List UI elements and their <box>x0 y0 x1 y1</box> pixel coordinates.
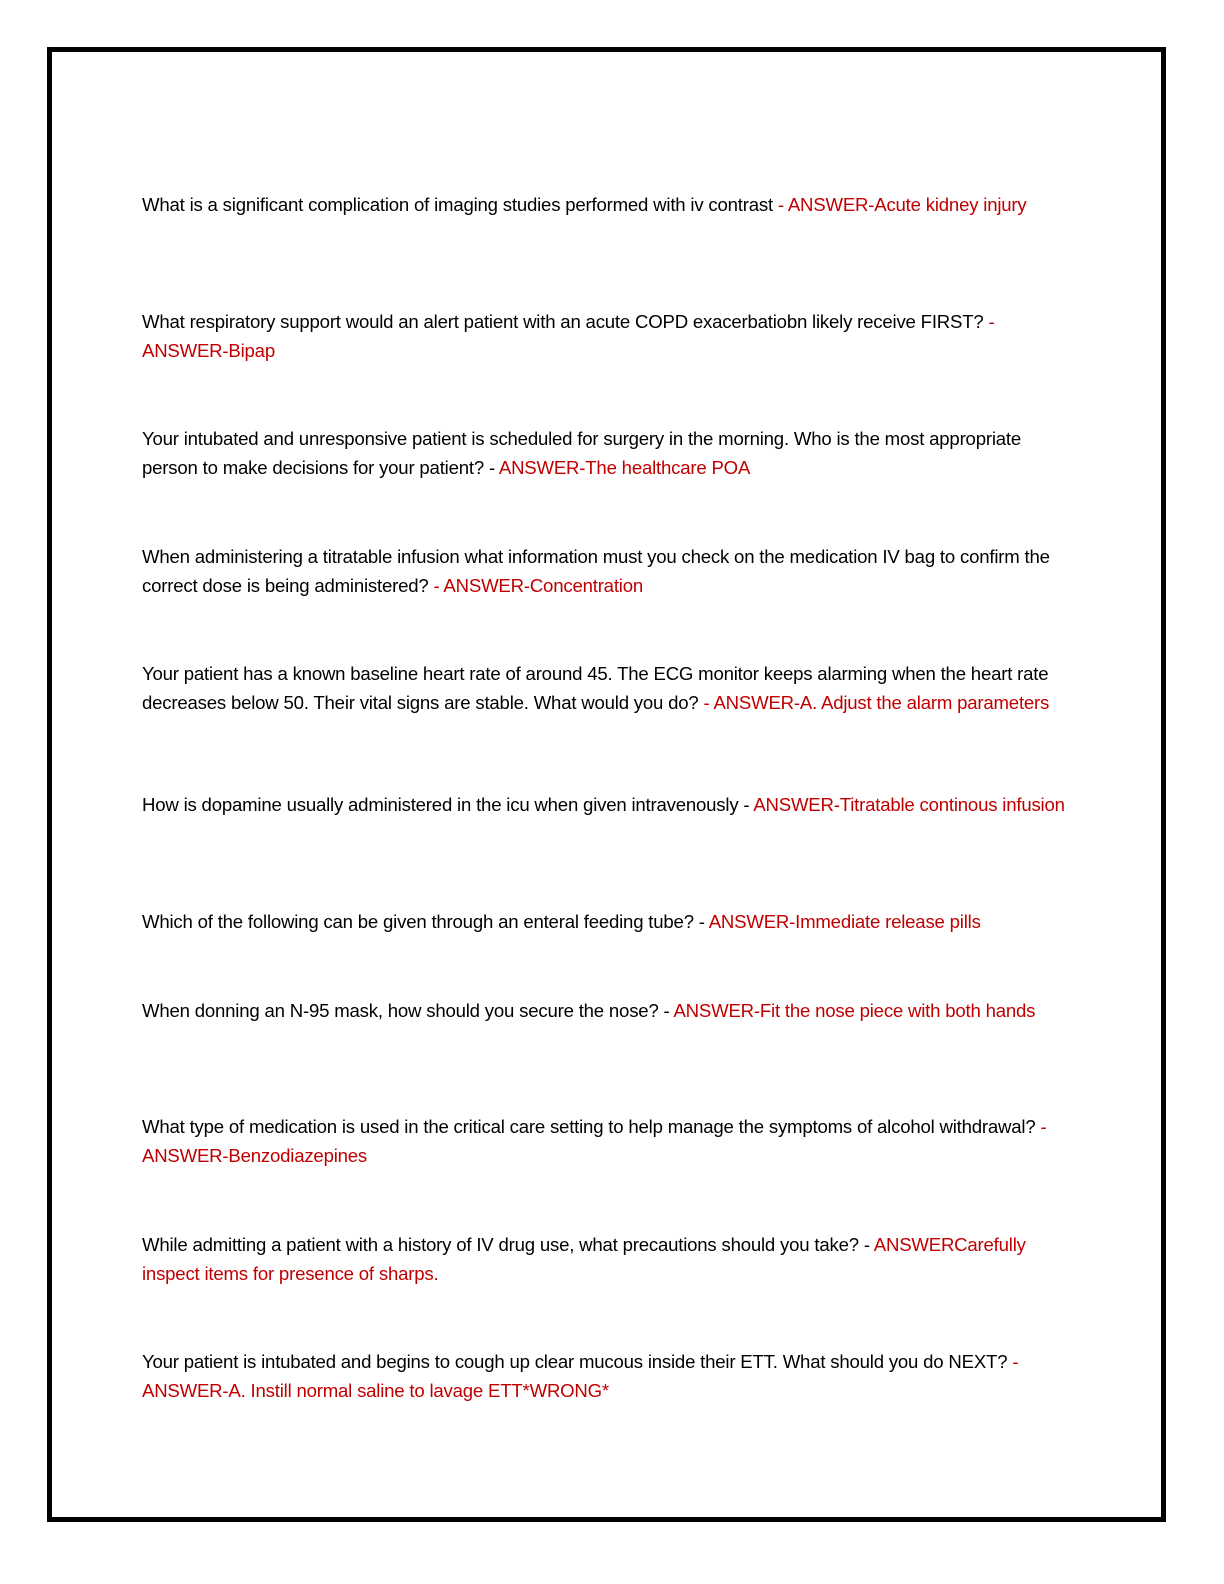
qa-item <box>142 1230 1077 1288</box>
qa-item <box>142 190 1077 219</box>
answer-text: ANSWER-Fit the nose piece with both hands <box>673 1000 1036 1021</box>
answer-text: - ANSWER-A. Adjust the alarm parameters <box>703 692 1050 713</box>
qa-item <box>142 424 1077 482</box>
question-text: When administering a titratable infusion what information must you check on the medication IV bag to confirm the correct dose is being administered? <box>142 546 1050 596</box>
answer-text: ANSWER-The healthcare POA <box>498 457 751 478</box>
answer-text: - ANSWER-Bipap <box>142 311 995 361</box>
qa-item <box>142 1112 1077 1170</box>
page-border <box>47 47 1166 1522</box>
qa-item <box>142 996 1077 1025</box>
qa-item <box>142 659 1077 717</box>
question-text: What is a significant complication of imaging studies performed with iv contrast <box>142 194 778 215</box>
question-text: What type of medication is used in the critical care setting to help manage the symptoms of alcohol withdrawal? <box>142 1116 1041 1137</box>
qa-item <box>142 790 1077 819</box>
question-text: When donning an N-95 mask, how should you secure the nose? - <box>142 1000 674 1021</box>
qa-item <box>142 1347 1077 1405</box>
qa-item <box>142 907 1077 936</box>
question-text: Your intubated and unresponsive patient is scheduled for surgery in the morning. Who is the most appropriate person to make decisions for your patient? - <box>142 428 1022 478</box>
answer-text: ANSWER-Titratable continous infusion <box>753 794 1065 815</box>
question-text: Your patient is intubated and begins to cough up clear mucous inside their ETT. What should you do NEXT? <box>142 1351 1013 1372</box>
qa-item <box>142 542 1077 600</box>
question-text: How is dopamine usually administered in the icu when given intravenously - <box>142 794 754 815</box>
answer-text: - ANSWER-Benzodiazepines <box>142 1116 1047 1166</box>
answer-text: ANSWERCarefully inspect items for presence of sharps. <box>142 1234 1026 1284</box>
answer-text: - ANSWER-Acute kidney injury <box>777 194 1027 215</box>
answer-text: - ANSWER-Concentration <box>433 575 644 596</box>
question-text: While admitting a patient with a history of IV drug use, what precautions should you take? - <box>142 1234 874 1255</box>
qa-item <box>142 307 1077 365</box>
question-text: What respiratory support would an alert patient with an acute COPD exacerbatiobn likely receive FIRST? <box>142 311 989 332</box>
answer-text: ANSWER-Immediate release pills <box>708 911 981 932</box>
question-text: Which of the following can be given through an enteral feeding tube? - <box>142 911 709 932</box>
question-text: Your patient has a known baseline heart rate of around 45. The ECG monitor keeps alarming when the heart rate decreases below 50. Their vital signs are stable. What would you do? <box>142 663 1049 713</box>
answer-text: - ANSWER-A. Instill normal saline to lavage ETT*WRONG* <box>142 1351 1019 1401</box>
